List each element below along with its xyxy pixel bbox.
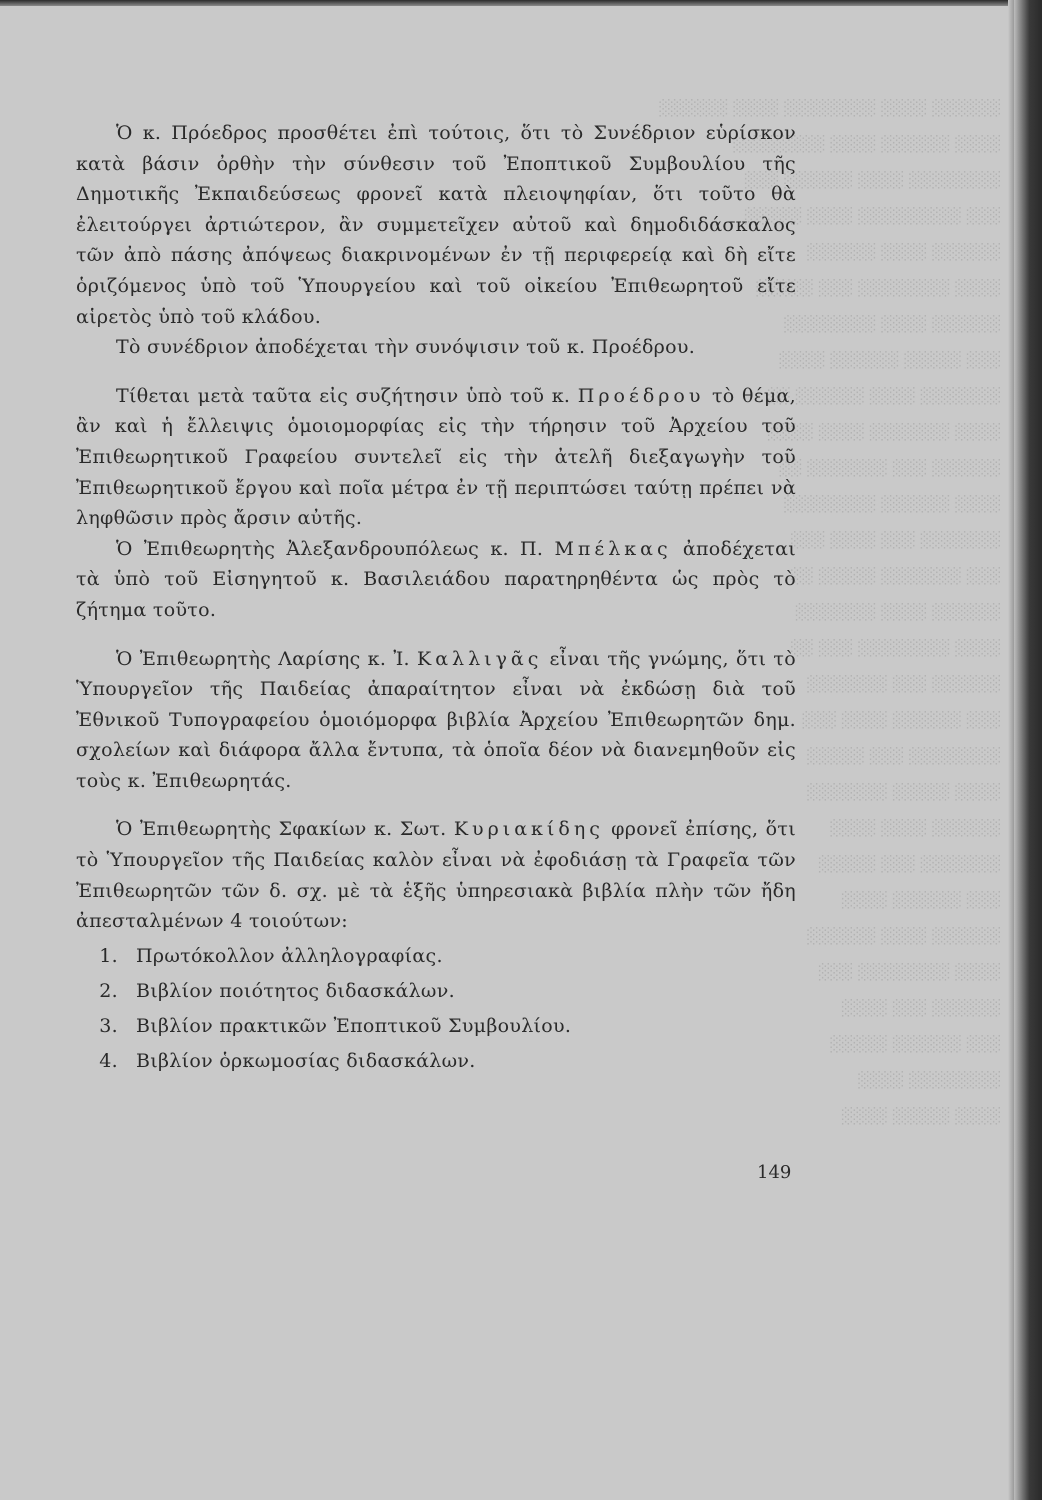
paragraph-sfakia-inspector xyxy=(76,814,796,936)
paragraph-text: τὸ θέμα, ἂν καὶ ἡ ἔλλειψις ὁμοιομορφίας εἰς τὴν τήρησιν τοῦ Ἀρχείου τοῦ Ἐπιθεωρητικοῦ Γραφείου συντελεῖ εἰς τὴν ἀτελῆ διεξαγωγὴν τοῦ Ἐπιθεωρητικοῦ ἔργου καὶ ποῖα μέτρα ἐν τῇ περιπτώσει ταύτῃ πρέπει νὰ ληφθῶσιν πρὸς ἄρσιν αὐτῆς. xyxy=(76,384,797,530)
paragraph-text: Τὸ συνέδριον ἀποδέχεται τὴν συνόψισιν τοῦ κ. Προέδρου. xyxy=(116,336,696,359)
paragraph-text: Ὁ Ἐπιθεωρητὴς Λαρίσης κ. Ἰ. xyxy=(116,647,418,670)
paragraph-larisa-inspector xyxy=(76,644,796,797)
paragraph-text: φρονεῖ ἐπίσης, ὅτι τὸ Ὑπουργεῖον τῆς Παιδείας καλὸν εἶναι νὰ ἐφοδιάσῃ τὰ Γραφεῖα τῶν Ἐπιθεωρητῶν τῶν δ. σχ. μὲ τὰ ἑξῆς ὑπηρεσιακὰ βιβλία πλὴν τῶν ἤδη ἀπεσταλμένων 4 τοιούτων: xyxy=(76,818,796,933)
paragraph-text: Τίθεται μετὰ ταῦτα εἰς συζήτησιν ὑπὸ τοῦ κ. xyxy=(116,384,578,407)
spaced-name: Καλλιγᾶς xyxy=(417,647,543,670)
scan-top-shadow xyxy=(0,0,1042,6)
list-text: Βιβλίον πρακτικῶν Ἐποπτικοῦ Συμβουλίου. xyxy=(136,1015,572,1038)
paragraph-text: Ὁ κ. Πρόεδρος προσθέτει ἐπὶ τούτοις, ὅτι τὸ Συνέδριον εὑρίσκον κατὰ βάσιν ὀρθὴν τὴν σύνθεσιν τοῦ Ἐποπτικοῦ Συμβουλίου τῆς Δημοτικῆς Ἐκπαιδεύσεως φρονεῖ κατὰ πλειοψηφίαν, ὅτι τοῦτο θὰ ἐλειτούργει ἀρτιώτερον, ἂν συμμετεῖχεν αὐτοῦ καὶ δημοδιδάσκαλος τῶν ἀπὸ πάσης ἀπόψεως διακρινομένων ἐν τῇ περιφερείᾳ καὶ δὴ εἴτε ὁριζόμενος ὑπὸ τοῦ Ὑπουργείου καὶ τοῦ οἰκείου Ἐπιθεωρητοῦ εἴτε αἱρετὸς ὑπὸ τοῦ κλάδου. xyxy=(76,122,796,328)
paragraph-topic-archive xyxy=(76,381,796,534)
list-text: Βιβλίον ποιότητος διδασκάλων. xyxy=(136,980,455,1003)
paragraph-president-addition xyxy=(76,118,796,332)
page-number: 149 xyxy=(757,1162,792,1183)
list-number: 1. xyxy=(99,944,118,967)
paragraph-text: εἶναι τῆς γνώμης, ὅτι τὸ Ὑπουργεῖον τῆς Παιδείας ἀπαραίτητον εἶναι νὰ ἐκδώσῃ διὰ τοῦ Ἐθνικοῦ Τυπογραφείου ὁμοιόμορφα βιβλία Ἀρχείου Ἐπιθεωρητῶν δημ. σχολείων καὶ διάφορα ἄλλα ἔντυπα, τὰ ὁποῖα δέον νὰ διανεμηθοῦν εἰς τοὺς κ. Ἐπιθεωρητάς. xyxy=(76,647,796,792)
list-number: 3. xyxy=(99,1015,118,1038)
list-item xyxy=(76,1011,796,1042)
paragraph-text: ἀποδέχεται τὰ ὑπὸ τοῦ Εἰσηγητοῦ κ. Βασιλειάδου παρατηρηθέντα ὡς πρὸς τὸ ζήτημα τοῦτο. xyxy=(76,537,797,621)
paragraph-text: Ὁ Ἐπιθεωρητὴς Σφακίων κ. Σωτ. xyxy=(116,818,454,841)
list-item xyxy=(76,1046,796,1077)
paragraph-text: Ὁ Ἐπιθεωρητὴς Ἀλεξανδρουπόλεως κ. Π. xyxy=(116,537,555,560)
bleed-through-texture: ░░░░░░ ░░░░ ░░░░░░░░ ░░░░ ░░░░░░ ░░░░ ░░░░░░ ░░░░ ░░░░░░░░ ░░░░░░░░ ░░░░ ░░░░░░ ░░░ ░░░ ░░░░░░░░░ ░░░░ ░░░░░ ░░░░░░ ░░░░ ░░░░░░ ░░░░ ░░░░░░░░ ░░░ ░░░░░ ░░░░░░ ░░░░ ░░░░░░░░ ░░░ ░░░░░ ░░░░░░ ░░░░ ░░░░░░░ ░░░░ ░░░░░░ ░░ ░░░░ ░░░░░░░ ░░░░ ░░░░ ░░░░░░ ░░░ ░░░░░░░ ░░ ░░░░ ░░░░░░ ░░░░░░░░ ░░░░░░░ ░░░ ░░░░ ░░░ ░░░ ░░░░░░░ ░░░░░ ░░ ░░░░░░ ░░░░ ░░░░░░░ ░░░░ ░░░░░░░░ ░░░ ░░ ░░░░░░ ░░░ ░░░░░░░ ░░░ ░░░░░░ ░░░░ ░░░ ░░░░░░░░ ░░░ ░░░░░ ░░░░ ░░░░░ ░░░░░░░ ░░░░░░ ░░░░ ░░░░ ░░░░░░░ ░░░ ░░░░░ ░░░ ░░░░░░ ░░░░ ░░░░░░ ░░░░ ░░░░░░ ░░░░ ░░░░░░░░ ░░░ ░░░░░░ ░░░ ░░░░ ░░░ ░░░░░░ ░░░░░ ░░░░░░░░ ░░░░ ░░░░ ░░░░░ ░░░░ xyxy=(657,99,1000,1125)
spaced-name: Προέδρου xyxy=(577,384,705,407)
paragraph-congress-accepts xyxy=(76,332,796,363)
list-number: 2. xyxy=(99,980,118,1003)
binding-edge xyxy=(1014,0,1042,1500)
spaced-name: Κυριακίδης xyxy=(453,818,604,841)
paragraph-alexandroupolis-inspector xyxy=(76,534,796,626)
spaced-name: Μπέλκας xyxy=(554,537,672,560)
page-body xyxy=(76,118,796,1082)
list-item xyxy=(76,976,796,1007)
list-number: 4. xyxy=(99,1050,118,1073)
list-text: Βιβλίον ὁρκωμοσίας διδασκάλων. xyxy=(136,1050,476,1073)
list-text: Πρωτόκολλον ἀλληλογραφίας. xyxy=(136,944,443,967)
list-item xyxy=(76,941,796,972)
books-list xyxy=(76,941,796,1077)
